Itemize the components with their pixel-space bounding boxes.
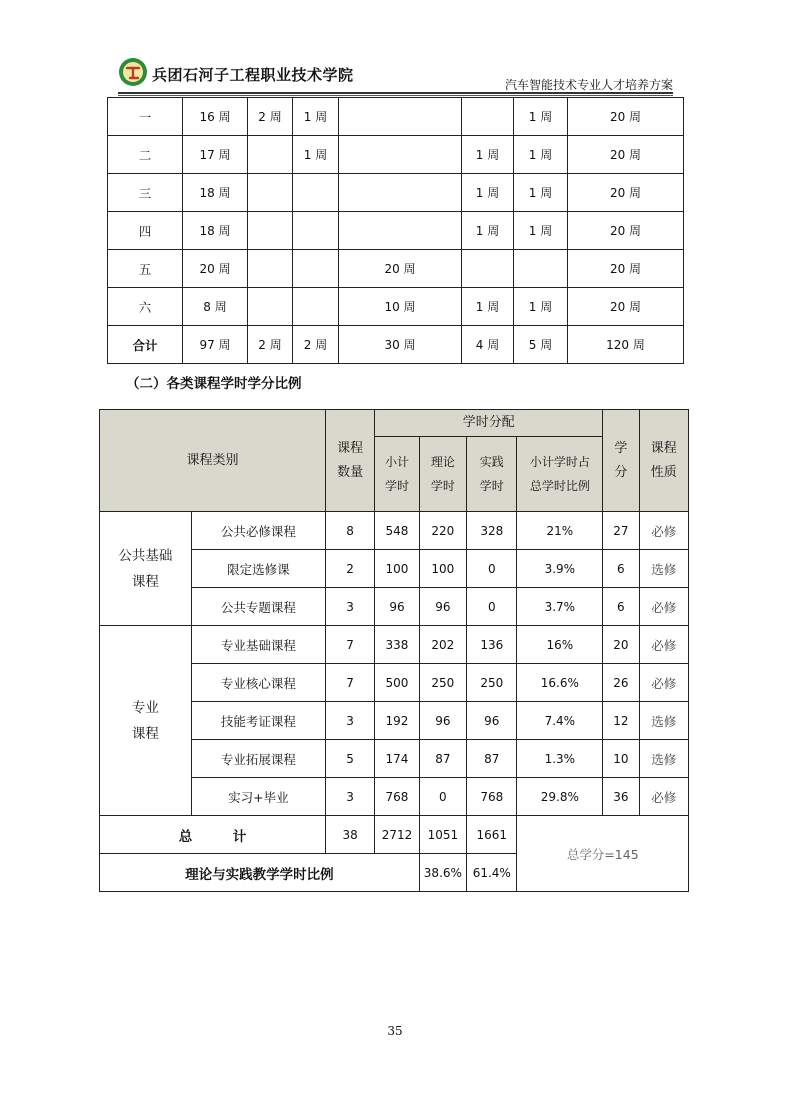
cell-subtotal: 174: [375, 740, 419, 778]
header-subtotal: 小计 学时: [375, 437, 419, 512]
cell-credit: 6: [603, 588, 639, 626]
cell-course-type: 专业基础课程: [191, 626, 325, 664]
cell-nature: 必修: [639, 626, 688, 664]
cell-col-c: [248, 212, 293, 250]
cell-col-e: 20 周: [339, 250, 462, 288]
cell-semester: 三: [108, 174, 183, 212]
total-label: 总 计: [100, 816, 326, 854]
cell-col-c: [248, 288, 293, 326]
cell-subtotal: 338: [375, 626, 419, 664]
cell-credit: 20: [603, 626, 639, 664]
cell-col-d: [293, 288, 339, 326]
total-subtotal: 2712: [375, 816, 419, 854]
cell-semester: 四: [108, 212, 183, 250]
table-row: [108, 326, 684, 364]
cell-col-c: [248, 250, 293, 288]
cell-count: 3: [325, 588, 374, 626]
cell-col-d: 1 周: [293, 136, 339, 174]
cell-practice: 768: [467, 778, 517, 816]
cell-nature: 必修: [639, 778, 688, 816]
table-row: [108, 136, 684, 174]
cell-col-d: [293, 250, 339, 288]
cell-count: 3: [325, 702, 374, 740]
cell-col-f: 1 周: [462, 136, 514, 174]
cell-col-f: [462, 250, 514, 288]
cell-col-g: 1 周: [514, 174, 568, 212]
cell-count: 7: [325, 664, 374, 702]
cell-total: 120 周: [568, 326, 684, 364]
cell-col-c: [248, 136, 293, 174]
document-title: 汽车智能技术专业人才培养方案: [504, 78, 673, 92]
cell-practice: 87: [467, 740, 517, 778]
cell-teaching: 18 周: [183, 212, 248, 250]
cell-theory: 87: [419, 740, 466, 778]
cell-semester: 六: [108, 288, 183, 326]
cell-theory: 250: [419, 664, 466, 702]
cell-practice: 250: [467, 664, 517, 702]
cell-teaching: 97 周: [183, 326, 248, 364]
cell-practice: 0: [467, 588, 517, 626]
cell-theory: 96: [419, 702, 466, 740]
group-name: 公共基础 课程: [100, 512, 192, 626]
cell-course-type: 公共必修课程: [191, 512, 325, 550]
cell-subtotal: 548: [375, 512, 419, 550]
cell-col-c: 2 周: [248, 326, 293, 364]
cell-nature: 选修: [639, 740, 688, 778]
table-row: [100, 626, 689, 664]
cell-nature: 必修: [639, 512, 688, 550]
header-nature: 课程 性质: [639, 410, 688, 512]
cell-col-e: 30 周: [339, 326, 462, 364]
cell-course-type: 公共专题课程: [191, 588, 325, 626]
page-number: 35: [387, 1024, 403, 1038]
cell-col-e: [339, 212, 462, 250]
cell-ratio: 3.7%: [517, 588, 603, 626]
table-row: [108, 174, 684, 212]
cell-nature: 必修: [639, 664, 688, 702]
cell-col-f: 1 周: [462, 288, 514, 326]
school-name: 兵团石河子工程职业技术学院: [152, 66, 354, 84]
cell-course-type: 专业核心课程: [191, 664, 325, 702]
total-count: 38: [325, 816, 374, 854]
cell-credit: 12: [603, 702, 639, 740]
cell-col-f: [462, 98, 514, 136]
cell-count: 2: [325, 550, 374, 588]
cell-ratio: 7.4%: [517, 702, 603, 740]
cell-theory: 100: [419, 550, 466, 588]
cell-theory: 202: [419, 626, 466, 664]
weeks-allocation-table: [107, 97, 684, 364]
total-practice: 1661: [467, 816, 517, 854]
cell-col-d: [293, 212, 339, 250]
cell-teaching: 20 周: [183, 250, 248, 288]
cell-course-type: 实习+毕业: [191, 778, 325, 816]
cell-total: 20 周: [568, 212, 684, 250]
cell-subtotal: 768: [375, 778, 419, 816]
cell-nature: 选修: [639, 550, 688, 588]
cell-subtotal: 96: [375, 588, 419, 626]
cell-practice: 0: [467, 550, 517, 588]
cell-col-e: [339, 98, 462, 136]
header-count: 课程 数量: [325, 410, 374, 512]
course-hours-credit-table: [99, 409, 689, 892]
table-row: [108, 288, 684, 326]
cell-ratio: 3.9%: [517, 550, 603, 588]
header-hours-group: 学时分配: [375, 410, 603, 437]
header-ratio: 小计学时占 总学时比例: [517, 437, 603, 512]
cell-col-e: [339, 136, 462, 174]
cell-course-type: 限定选修课: [191, 550, 325, 588]
header-category: 课程类别: [100, 410, 326, 512]
cell-col-g: [514, 250, 568, 288]
table-row: [100, 512, 689, 550]
header-practice: 实践 学时: [467, 437, 517, 512]
cell-total: 20 周: [568, 136, 684, 174]
cell-credit: 6: [603, 550, 639, 588]
cell-semester: 二: [108, 136, 183, 174]
cell-count: 5: [325, 740, 374, 778]
school-logo-icon: [118, 57, 148, 87]
cell-ratio: 29.8%: [517, 778, 603, 816]
cell-col-e: 10 周: [339, 288, 462, 326]
cell-col-f: 1 周: [462, 212, 514, 250]
ratio-label: 理论与实践教学学时比例: [100, 854, 420, 892]
cell-subtotal: 192: [375, 702, 419, 740]
cell-nature: 必修: [639, 588, 688, 626]
cell-col-g: 1 周: [514, 98, 568, 136]
cell-teaching: 16 周: [183, 98, 248, 136]
cell-total: 20 周: [568, 288, 684, 326]
cell-col-g: 5 周: [514, 326, 568, 364]
cell-subtotal: 100: [375, 550, 419, 588]
cell-total: 20 周: [568, 174, 684, 212]
ratio-practice: 61.4%: [467, 854, 517, 892]
cell-col-g: 1 周: [514, 288, 568, 326]
total-credit: 总学分=145: [517, 816, 689, 892]
cell-credit: 26: [603, 664, 639, 702]
table-row: [108, 250, 684, 288]
cell-credit: 36: [603, 778, 639, 816]
cell-ratio: 1.3%: [517, 740, 603, 778]
cell-count: 8: [325, 512, 374, 550]
group-name: 专业 课程: [100, 626, 192, 816]
page-header: [118, 56, 673, 94]
cell-total: 20 周: [568, 98, 684, 136]
total-theory: 1051: [419, 816, 466, 854]
cell-course-type: 技能考证课程: [191, 702, 325, 740]
cell-credit: 27: [603, 512, 639, 550]
cell-practice: 96: [467, 702, 517, 740]
cell-col-e: [339, 174, 462, 212]
ratio-theory: 38.6%: [419, 854, 466, 892]
cell-practice: 136: [467, 626, 517, 664]
cell-subtotal: 500: [375, 664, 419, 702]
cell-nature: 选修: [639, 702, 688, 740]
cell-teaching: 17 周: [183, 136, 248, 174]
cell-count: 3: [325, 778, 374, 816]
table-row: [108, 212, 684, 250]
cell-course-type: 专业拓展课程: [191, 740, 325, 778]
cell-theory: 96: [419, 588, 466, 626]
cell-semester: 五: [108, 250, 183, 288]
cell-theory: 220: [419, 512, 466, 550]
table-row: [108, 98, 684, 136]
cell-credit: 10: [603, 740, 639, 778]
cell-col-g: 1 周: [514, 136, 568, 174]
cell-col-f: 4 周: [462, 326, 514, 364]
cell-col-d: [293, 174, 339, 212]
header-credit: 学 分: [603, 410, 639, 512]
cell-theory: 0: [419, 778, 466, 816]
header-rule: [118, 92, 673, 94]
cell-col-d: 1 周: [293, 98, 339, 136]
cell-col-g: 1 周: [514, 212, 568, 250]
header-rule-thin: [118, 95, 673, 96]
cell-col-c: 2 周: [248, 98, 293, 136]
cell-count: 7: [325, 626, 374, 664]
cell-ratio: 21%: [517, 512, 603, 550]
section-title: （二）各类课程学时学分比例: [126, 376, 302, 392]
cell-col-c: [248, 174, 293, 212]
cell-col-d: 2 周: [293, 326, 339, 364]
cell-ratio: 16%: [517, 626, 603, 664]
cell-semester: 合计: [108, 326, 183, 364]
cell-teaching: 8 周: [183, 288, 248, 326]
cell-col-f: 1 周: [462, 174, 514, 212]
header-theory: 理论 学时: [419, 437, 466, 512]
cell-semester: 一: [108, 98, 183, 136]
cell-total: 20 周: [568, 250, 684, 288]
cell-practice: 328: [467, 512, 517, 550]
cell-teaching: 18 周: [183, 174, 248, 212]
cell-ratio: 16.6%: [517, 664, 603, 702]
